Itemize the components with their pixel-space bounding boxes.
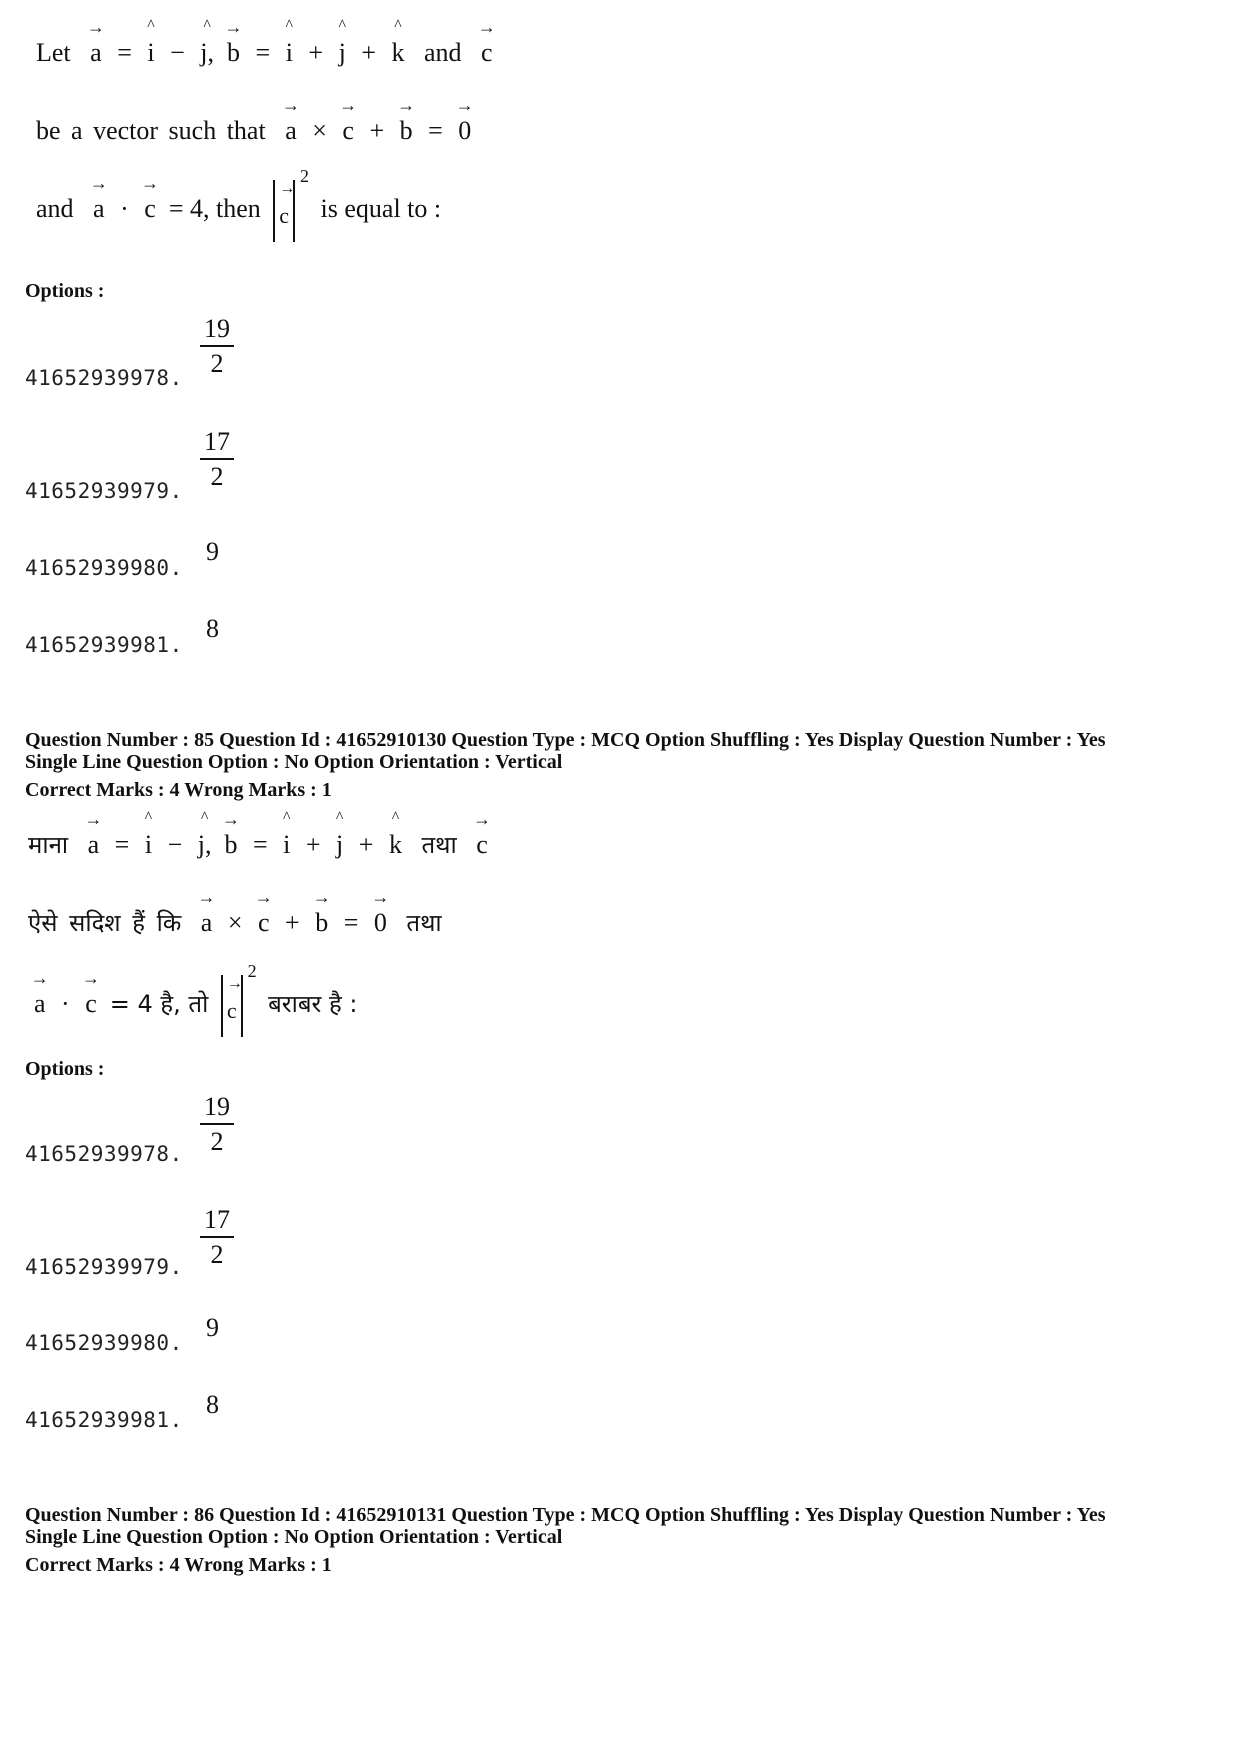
question-text: is equal to :	[320, 193, 442, 223]
vector-c: → c	[477, 17, 496, 67]
vector-c: → c	[141, 172, 160, 223]
exponent: 2	[300, 166, 310, 186]
vector-c: → c	[254, 887, 273, 937]
unit-i: ^ i	[147, 17, 155, 67]
vector-b: → b	[224, 17, 243, 67]
option-2-id[interactable]: 41652939979.	[25, 1255, 183, 1279]
vector-a: → a	[89, 172, 108, 223]
option-1-value: $\frac{19}{2}$	[200, 1093, 234, 1156]
zero-vector: → 0	[455, 95, 474, 145]
exponent: 2	[247, 961, 257, 981]
vector-c: → c	[81, 967, 100, 1018]
option-2-id[interactable]: 41652939979.	[25, 479, 183, 503]
unit-j: ^ j,	[200, 17, 215, 67]
option-3-value: 9	[206, 1313, 219, 1342]
question-text: be a vector such that	[36, 116, 266, 145]
question-text: = 4, then	[168, 193, 261, 223]
options-label: Options :	[25, 280, 105, 302]
question-86-meta-line-2: Single Line Question Option : No Option Orientation : Vertical	[25, 1526, 563, 1548]
question-line-3	[36, 166, 442, 242]
option-4-value: 8	[206, 614, 219, 643]
option-3-id[interactable]: 41652939980.	[25, 556, 183, 580]
option-3-id[interactable]: 41652939980.	[25, 1331, 183, 1355]
unit-j: ^ j,	[197, 809, 212, 859]
question-85-meta-line-1: Question Number : 85 Question Id : 41652910130 Question Type : MCQ Option Shuffling : Yes Display Question Number : Yes	[25, 729, 1106, 751]
equals-sign: =	[255, 38, 271, 67]
question-86-marks: Correct Marks : 4 Wrong Marks : 1	[25, 1554, 332, 1576]
vector-b: → b	[221, 809, 240, 859]
plus-sign: +	[308, 38, 324, 67]
question-line-2	[36, 95, 474, 146]
unit-k: ^ k	[391, 17, 405, 67]
option-4-value: 8	[206, 1390, 219, 1419]
option-1-id[interactable]: 41652939978.	[25, 1142, 183, 1166]
question-line-1	[36, 17, 496, 68]
magnitude-c: → $_c$ 2	[273, 180, 295, 242]
plus-sign: +	[285, 908, 300, 937]
unit-i: ^ i	[282, 809, 291, 859]
option-2-value: $\frac{17}{2}$	[200, 1206, 234, 1269]
word-and-hindi: तथा	[406, 909, 442, 937]
vector-c: → c	[472, 809, 491, 859]
word-and: and	[424, 38, 462, 67]
zero-vector: → 0	[371, 887, 390, 937]
dot-sign: ·	[120, 193, 129, 223]
plus-sign: +	[305, 830, 321, 859]
unit-j: ^ j	[338, 17, 346, 67]
option-4-id[interactable]: 41652939981.	[25, 633, 183, 657]
cross-sign: ×	[312, 116, 327, 145]
question-85-meta-line-2: Single Line Question Option : No Option Orientation : Vertical	[25, 751, 563, 773]
option-2-value: $\frac{17}{2}$	[200, 428, 234, 491]
question-85-marks: Correct Marks : 4 Wrong Marks : 1	[25, 779, 332, 801]
unit-i: ^ i	[285, 17, 294, 67]
vector-a: → a	[86, 17, 105, 67]
unit-k: ^ k	[388, 809, 402, 859]
vector-b: → b	[312, 887, 331, 937]
plus-sign: +	[361, 38, 376, 67]
question-text-hindi: ऐसे सदिश हैं कि	[28, 909, 182, 937]
equals-sign: =	[114, 830, 130, 859]
option-1-value: $\frac{19}{2}$	[200, 315, 234, 378]
hindi-question-line-2	[28, 887, 442, 939]
equals-sign: =	[428, 116, 443, 145]
word-and: and	[36, 193, 74, 223]
vector-a: → a	[281, 95, 300, 145]
dot-sign: ·	[61, 988, 70, 1018]
plus-sign: +	[358, 830, 374, 859]
option-3-value: 9	[206, 537, 219, 566]
option-1-id[interactable]: 41652939978.	[25, 366, 183, 390]
unit-i: ^ i	[144, 809, 153, 859]
equals-sign: =	[343, 908, 359, 937]
vector-a: → a	[84, 809, 103, 859]
equals-sign: =	[252, 830, 268, 859]
cross-sign: ×	[227, 908, 243, 937]
word-and-hindi: तथा	[421, 831, 457, 859]
vector-a: → a	[197, 887, 216, 937]
word-let: Let	[36, 38, 71, 67]
minus-sign: −	[167, 830, 183, 859]
vector-c: → c	[339, 95, 358, 145]
word-let-hindi: माना	[28, 831, 69, 859]
magnitude-c: → $_c$ 2	[221, 975, 243, 1037]
hindi-question-line-1	[28, 809, 491, 861]
options-label: Options :	[25, 1058, 105, 1080]
unit-j: ^ j	[335, 809, 344, 859]
question-86-meta-line-1: Question Number : 86 Question Id : 41652910131 Question Type : MCQ Option Shuffling : Yes Display Question Number : Yes	[25, 1504, 1106, 1526]
vector-a: → a	[30, 967, 49, 1018]
equals-sign: =	[117, 38, 132, 67]
option-4-id[interactable]: 41652939981.	[25, 1408, 183, 1432]
vector-b: → b	[397, 95, 416, 145]
question-text-hindi: = 4 है, तो	[109, 989, 209, 1018]
plus-sign: +	[369, 116, 385, 145]
hindi-question-line-3	[30, 961, 358, 1037]
question-text-hindi: बराबर है :	[268, 989, 358, 1018]
minus-sign: −	[170, 38, 185, 67]
